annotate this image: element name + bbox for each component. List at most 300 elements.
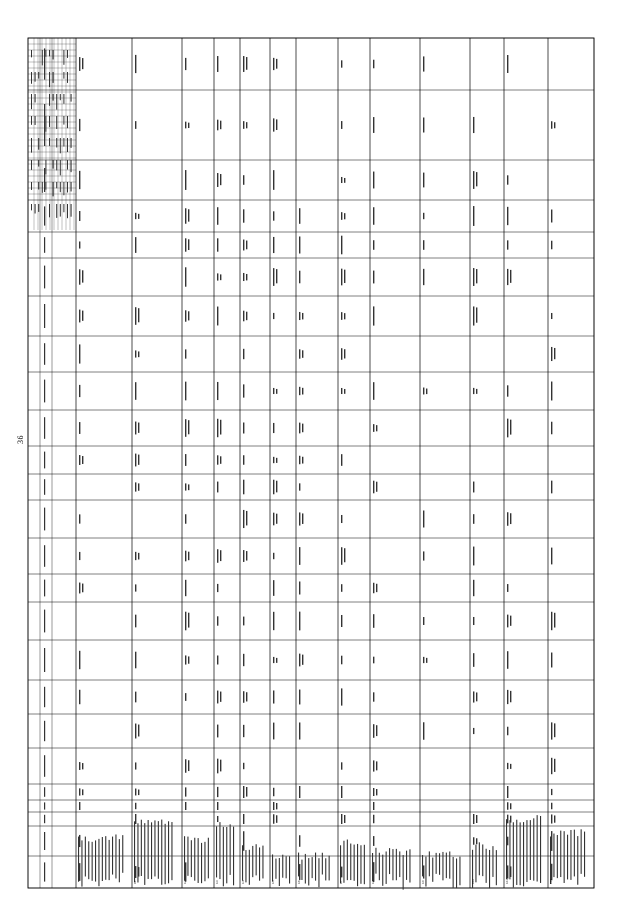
cell-value-mark <box>188 613 189 628</box>
column-header-mark <box>44 687 45 707</box>
cell-value-mark <box>188 484 189 490</box>
cell-value-mark <box>217 691 218 704</box>
header-label-mark <box>31 204 32 210</box>
row-description-mark <box>219 822 220 879</box>
cell-value-mark <box>135 724 136 739</box>
cell-value-mark <box>79 788 80 795</box>
cell-value-mark <box>273 211 274 220</box>
cell-value-mark <box>473 814 474 824</box>
row-description-mark <box>489 850 490 889</box>
cell-value-mark <box>373 306 374 325</box>
cell-value-mark <box>551 831 552 851</box>
cell-value-mark <box>243 311 244 322</box>
header-label-mark <box>67 160 68 170</box>
cell-value-mark <box>217 173 218 187</box>
row-description-mark <box>379 853 380 880</box>
row-description-mark <box>482 844 483 876</box>
cell-value-mark <box>135 350 136 357</box>
row-description-mark <box>165 824 166 884</box>
cell-value-mark <box>341 121 342 129</box>
column-header-mark <box>44 168 45 192</box>
cell-value-mark <box>510 691 511 702</box>
cell-value-mark <box>188 123 189 128</box>
cell-value-mark <box>243 273 244 281</box>
row-description-mark <box>233 827 234 886</box>
cell-value-mark <box>217 759 218 774</box>
row-description-mark <box>523 822 524 886</box>
row-description-mark <box>516 820 517 885</box>
cell-value-mark <box>510 803 511 809</box>
cell-value-mark <box>217 455 218 464</box>
cell-value-mark <box>473 837 474 844</box>
cell-value-mark <box>507 815 508 824</box>
cell-value-mark <box>185 655 186 664</box>
cell-value-mark <box>551 653 552 668</box>
row-description-mark <box>315 853 316 881</box>
cell-value-mark <box>554 348 555 359</box>
header-label-mark <box>38 138 39 150</box>
header-label-mark <box>60 204 61 217</box>
cell-value-mark <box>507 207 508 225</box>
row-number: 4.11 <box>506 879 509 884</box>
cell-value-mark <box>217 787 218 797</box>
cell-value-mark <box>135 652 136 669</box>
cell-value-mark <box>185 514 186 524</box>
cell-value-mark <box>82 270 83 282</box>
cell-value-mark <box>217 120 218 131</box>
cell-value-mark <box>135 584 136 591</box>
header-label-mark <box>60 94 61 100</box>
cell-value-mark <box>373 836 374 846</box>
row-number: 4.7 <box>340 880 343 884</box>
cell-value-mark <box>341 584 342 592</box>
cell-value-mark <box>79 835 80 847</box>
cell-value-mark <box>185 238 186 251</box>
cell-value-mark <box>79 241 80 248</box>
cell-value-mark <box>273 457 274 463</box>
cell-value-mark <box>220 550 221 561</box>
cell-value-mark <box>473 653 474 667</box>
cell-value-mark <box>79 514 80 523</box>
cell-value-mark <box>423 617 424 625</box>
row-description-mark <box>354 845 355 881</box>
cell-value-mark <box>135 121 136 129</box>
row-description-mark <box>396 849 397 880</box>
cell-value-mark <box>473 482 474 493</box>
row-description-mark <box>456 858 457 888</box>
cell-value-mark <box>273 423 274 433</box>
cell-value-mark <box>79 455 80 465</box>
row-description-mark <box>184 836 185 880</box>
cell-value-mark <box>138 553 139 560</box>
cell-value-mark <box>273 723 274 740</box>
cell-value-mark <box>138 308 139 322</box>
cell-value-mark <box>135 866 136 878</box>
cell-value-mark <box>138 725 139 737</box>
cell-value-mark <box>217 307 218 326</box>
cell-value-mark <box>299 423 300 434</box>
header-label-mark <box>31 160 32 170</box>
column-header-mark <box>44 452 45 469</box>
cell-value-mark <box>138 351 139 357</box>
cell-value-mark <box>476 692 477 701</box>
cell-value-mark <box>551 548 552 565</box>
column-header-mark <box>44 862 45 881</box>
row-description-mark <box>134 821 135 882</box>
header-label-mark <box>49 138 50 146</box>
cell-value-mark <box>551 347 552 361</box>
header-label-mark <box>56 182 57 188</box>
cell-value-mark <box>510 616 511 626</box>
row-description-mark <box>581 829 582 874</box>
cell-value-mark <box>551 121 552 129</box>
cell-value-mark <box>510 764 511 769</box>
cell-value-mark <box>243 763 244 769</box>
row-description-mark <box>95 840 96 881</box>
cell-value-mark <box>302 424 303 433</box>
row-description-mark <box>286 856 287 878</box>
cell-value-mark <box>551 722 552 739</box>
cell-value-mark <box>79 651 80 669</box>
header-label-mark <box>49 72 50 87</box>
cell-value-mark <box>551 241 552 250</box>
header-label-mark <box>45 116 46 132</box>
row-number: 4.6 <box>298 880 301 884</box>
row-description-mark <box>533 818 534 880</box>
cell-value-mark <box>302 457 303 464</box>
cell-value-mark <box>299 786 300 798</box>
row-description-mark <box>509 820 510 879</box>
cell-value-mark <box>135 213 136 219</box>
cell-value-mark <box>135 482 136 491</box>
cell-value-mark <box>220 274 221 280</box>
row-description-mark <box>567 835 568 880</box>
cell-value-mark <box>551 313 552 319</box>
cell-value-mark <box>344 213 345 219</box>
cell-value-mark <box>185 349 186 358</box>
cell-value-mark <box>554 815 555 822</box>
row-description-mark <box>194 838 195 881</box>
cell-value-mark <box>273 690 274 703</box>
cell-value-mark <box>507 175 508 184</box>
row-number: 4.10 <box>472 878 475 884</box>
row-description-mark <box>584 832 585 877</box>
row-description-mark <box>122 835 123 873</box>
header-label-mark <box>31 138 32 153</box>
row-description-mark <box>442 852 443 880</box>
cell-value-mark <box>185 802 186 810</box>
cell-value-mark <box>243 814 244 824</box>
row-description-mark <box>148 820 149 879</box>
header-label-mark <box>63 94 64 104</box>
column-header-mark <box>44 206 45 225</box>
cell-value-mark <box>79 863 80 881</box>
row-description-mark <box>329 856 330 881</box>
cell-value-mark <box>423 213 424 219</box>
header-label-mark <box>71 94 72 102</box>
cell-value-mark <box>510 513 511 524</box>
cell-value-mark <box>243 422 244 433</box>
row-description-mark <box>325 858 326 880</box>
cell-value-mark <box>299 547 300 565</box>
cell-value-mark <box>246 274 247 280</box>
row-description-mark <box>81 840 82 886</box>
cell-value-mark <box>188 311 189 320</box>
cell-value-mark <box>426 658 427 663</box>
cell-value-mark <box>243 175 244 185</box>
cell-value-mark <box>344 270 345 283</box>
cell-value-mark <box>507 512 508 526</box>
cell-value-mark <box>554 759 555 772</box>
cell-value-mark <box>243 121 244 129</box>
cell-value-mark <box>185 58 186 70</box>
header-label-mark <box>60 160 61 175</box>
header-label-mark <box>56 204 57 218</box>
header-label-mark <box>35 204 36 213</box>
cell-value-mark <box>473 171 474 189</box>
row-description-mark <box>312 857 313 878</box>
column-header-mark <box>44 343 45 365</box>
header-label-mark <box>38 182 39 189</box>
cell-value-mark <box>243 831 244 851</box>
header-label-mark <box>63 138 64 147</box>
cell-value-mark <box>276 119 277 130</box>
cell-value-mark <box>507 763 508 769</box>
row-description-mark <box>85 837 86 877</box>
column-header-mark <box>44 417 45 439</box>
cell-value-mark <box>423 388 424 395</box>
cell-value-mark <box>373 614 374 628</box>
cell-value-mark <box>373 382 374 400</box>
row-description-mark <box>526 820 527 882</box>
cell-value-mark <box>373 657 374 664</box>
cell-value-mark <box>423 269 424 285</box>
cell-value-mark <box>185 382 186 401</box>
row-number: 4.5 <box>272 880 275 884</box>
row-description-mark <box>230 824 231 875</box>
row-number: 4.9 <box>422 880 425 884</box>
column-header-mark <box>44 508 45 531</box>
row-description-mark <box>282 855 283 878</box>
cell-value-mark <box>373 207 374 225</box>
cell-value-mark <box>246 692 247 701</box>
table-cell-marks <box>31 48 585 889</box>
cell-value-mark <box>376 725 377 736</box>
row-description-mark <box>88 841 89 879</box>
cell-value-mark <box>473 206 474 226</box>
table-grid <box>28 38 594 888</box>
cell-value-mark <box>220 456 221 464</box>
row-description-mark <box>557 835 558 878</box>
cell-value-mark <box>138 423 139 433</box>
cell-value-mark <box>135 692 136 703</box>
header-label-mark <box>60 182 61 192</box>
cell-value-mark <box>507 802 508 810</box>
cell-value-mark <box>217 419 218 437</box>
cell-value-mark <box>82 763 83 769</box>
header-label-mark <box>56 138 57 147</box>
cell-value-mark <box>185 551 186 562</box>
cell-value-mark <box>135 307 136 325</box>
cell-value-mark <box>299 387 300 395</box>
header-label-mark <box>42 50 43 65</box>
cell-value-mark <box>135 762 136 769</box>
cell-value-mark <box>473 547 474 566</box>
row-description-mark <box>459 857 460 886</box>
row-description-mark <box>439 853 440 875</box>
header-label-mark <box>38 204 39 212</box>
cell-value-mark <box>220 760 221 772</box>
cell-value-mark <box>217 273 218 280</box>
cell-value-mark <box>344 815 345 823</box>
cell-value-mark <box>473 306 474 325</box>
cell-value-mark <box>220 174 221 185</box>
cell-value-mark <box>473 268 474 286</box>
cell-value-mark <box>507 240 508 249</box>
row-description-mark <box>223 827 224 886</box>
cell-value-mark <box>373 271 374 284</box>
cell-value-mark <box>185 419 186 437</box>
cell-value-mark <box>276 269 277 283</box>
row-description-mark <box>360 845 361 884</box>
row-description-mark <box>446 853 447 879</box>
cell-value-mark <box>299 271 300 284</box>
row-description-mark <box>425 857 426 887</box>
cell-value-mark <box>135 814 136 824</box>
cell-value-mark <box>510 420 511 435</box>
row-description-mark <box>112 837 113 875</box>
cell-value-mark <box>185 483 186 490</box>
row-description-mark <box>279 858 280 886</box>
header-label-mark <box>31 50 32 57</box>
column-header-mark <box>44 832 45 850</box>
row-description-mark <box>520 822 521 885</box>
cell-value-mark <box>276 514 277 524</box>
cell-value-mark <box>79 57 80 71</box>
cell-value-mark <box>373 692 374 701</box>
header-label-mark <box>63 182 64 195</box>
cell-value-mark <box>243 240 244 251</box>
header-label-mark <box>67 72 68 83</box>
cell-value-mark <box>376 584 377 592</box>
row-description-mark <box>168 821 169 883</box>
cell-value-mark <box>276 803 277 809</box>
cell-value-mark <box>476 307 477 322</box>
cell-value-mark <box>373 60 374 69</box>
row-description-mark <box>259 847 260 880</box>
cell-value-mark <box>507 786 508 798</box>
cell-value-mark <box>82 311 83 321</box>
cell-value-mark <box>217 382 218 400</box>
cell-value-mark <box>341 60 342 67</box>
header-label-mark <box>56 116 57 129</box>
cell-value-mark <box>473 617 474 625</box>
header-label-mark <box>42 182 43 193</box>
row-description-mark <box>252 846 253 877</box>
row-description-mark <box>392 849 393 880</box>
cell-value-mark <box>246 551 247 560</box>
row-description-mark <box>242 845 243 880</box>
cell-value-mark <box>185 454 186 466</box>
header-label-mark <box>31 116 32 125</box>
row-description-mark <box>137 823 138 882</box>
row-description-mark <box>340 845 341 883</box>
cell-value-mark <box>551 382 552 401</box>
cell-value-mark <box>276 389 277 394</box>
cell-value-mark <box>243 455 244 465</box>
cell-value-mark <box>135 454 136 467</box>
row-description-mark <box>449 851 450 878</box>
header-label-mark <box>53 160 54 169</box>
cell-value-mark <box>476 269 477 283</box>
row-description-mark <box>530 820 531 880</box>
header-label-mark <box>67 138 68 152</box>
cell-value-mark <box>302 513 303 524</box>
cell-value-mark <box>373 424 374 432</box>
header-label-mark <box>53 72 54 83</box>
cell-value-mark <box>373 583 374 593</box>
header-label-mark <box>45 50 46 57</box>
cell-value-mark <box>299 512 300 525</box>
row-description-mark <box>350 844 351 881</box>
cell-value-mark <box>507 690 508 704</box>
cell-value-mark <box>373 802 374 810</box>
cell-value-mark <box>341 269 342 286</box>
cell-value-mark <box>273 58 274 70</box>
cell-value-mark <box>79 690 80 704</box>
row-description-mark <box>422 855 423 876</box>
cell-value-mark <box>246 57 247 70</box>
cell-value-mark <box>135 803 136 809</box>
row-description-mark <box>479 842 480 875</box>
cell-value-mark <box>82 456 83 464</box>
header-label-mark <box>53 94 54 101</box>
row-description-mark <box>275 859 276 879</box>
row-description-mark <box>298 853 299 877</box>
row-description-mark <box>216 827 217 878</box>
row-description-mark <box>249 850 250 885</box>
row-description-mark <box>429 851 430 876</box>
cell-value-mark <box>476 389 477 394</box>
cell-value-mark <box>273 580 274 596</box>
row-description-mark <box>570 830 571 880</box>
cell-value-mark <box>185 693 186 701</box>
cell-value-mark <box>373 172 374 189</box>
row-number: 4.3 <box>216 880 219 884</box>
cell-value-mark <box>302 313 303 319</box>
cell-value-mark <box>243 480 244 495</box>
cell-value-mark <box>510 270 511 283</box>
cell-value-mark <box>373 862 374 882</box>
row-number: 4.4 <box>242 880 245 884</box>
header-label-mark <box>31 182 32 190</box>
cell-value-mark <box>79 552 80 560</box>
cell-value-mark <box>273 553 274 559</box>
cell-value-mark <box>276 658 277 663</box>
cell-value-mark <box>276 458 277 463</box>
column-header-mark <box>44 545 45 567</box>
cell-value-mark <box>185 267 186 286</box>
cell-value-mark <box>246 787 247 797</box>
row-description-mark <box>301 860 302 880</box>
row-description-mark <box>141 820 142 876</box>
cell-value-mark <box>507 727 508 736</box>
cell-value-mark <box>273 480 274 495</box>
cell-value-mark <box>185 208 186 223</box>
cell-value-mark <box>341 814 342 824</box>
cell-value-mark <box>246 241 247 250</box>
table-frame <box>28 38 594 888</box>
